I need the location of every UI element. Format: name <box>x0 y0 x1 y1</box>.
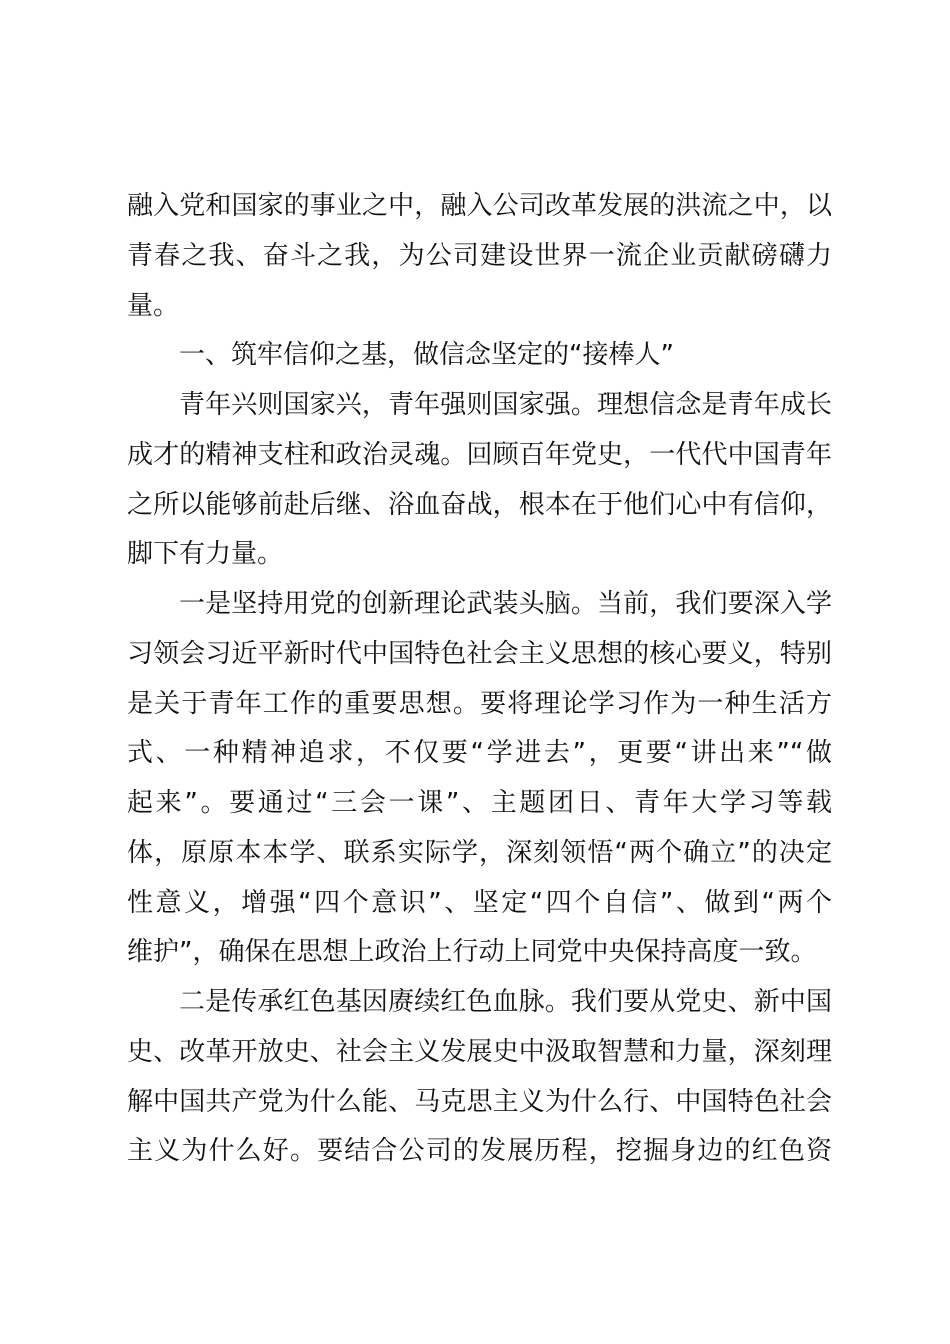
document-body <box>127 186 832 1181</box>
text-line: 性意义，增强“四个意识”、坚定“四个自信”、做到“两个 <box>127 887 832 918</box>
text-line: 脚下有力量。 <box>127 539 284 570</box>
text-line: 之所以能够前赴后继、浴血奋战，根本在于他们心中有信仰， <box>127 489 832 520</box>
text-line: 二是传承红色基因赓续红色血脉。我们要从党史、新中国 <box>179 987 832 1017</box>
text-line: 习领会习近平新时代中国特色社会主义思想的核心要义，特别 <box>127 638 832 669</box>
heading-text: 一、筑牢信仰之基，做信念坚定的“接棒人” <box>179 340 674 371</box>
text-line: 成才的精神支柱和政治灵魂。回顾百年党史，一代代中国青年 <box>127 439 832 470</box>
text-line: 量。 <box>127 290 180 321</box>
text-line: 主义为什么好。要结合公司的发展历程，挖掘身边的红色资 <box>127 1136 832 1167</box>
text-line: 式、一种精神追求，不仅要“学进去”，更要“讲出来”“做 <box>127 738 832 769</box>
paragraph <box>127 584 832 982</box>
text-line: 起来”。要通过“三会一课”、主题团日、青年大学习等载 <box>127 788 832 818</box>
text-line: 青春之我、奋斗之我，为公司建设世界一流企业贡献磅礴力 <box>127 240 832 271</box>
text-line: 维护”，确保在思想上政治上行动上同党中央保持高度一致。 <box>127 937 817 968</box>
text-line: 解中国共产党为什么能、马克思主义为什么行、中国特色社会 <box>127 1086 832 1117</box>
text-line: 青年兴则国家兴，青年强则国家强。理想信念是青年成长 <box>179 390 832 420</box>
paragraph <box>127 982 832 1181</box>
text-line: 一是坚持用党的创新理论武装头脑。当前，我们要深入学 <box>179 589 832 619</box>
text-line: 体，原原本本学、联系实际学，深刻领悟“两个确立”的决定 <box>127 837 832 868</box>
section-heading <box>127 335 832 385</box>
text-line: 史、改革开放史、社会主义发展史中汲取智慧和力量，深刻理 <box>127 1036 832 1067</box>
paragraph <box>127 385 832 584</box>
text-line: 融入党和国家的事业之中，融入公司改革发展的洪流之中，以 <box>127 191 832 221</box>
paragraph-continued <box>127 186 832 335</box>
text-line: 是关于青年工作的重要思想。要将理论学习作为一种生活方 <box>127 688 832 719</box>
